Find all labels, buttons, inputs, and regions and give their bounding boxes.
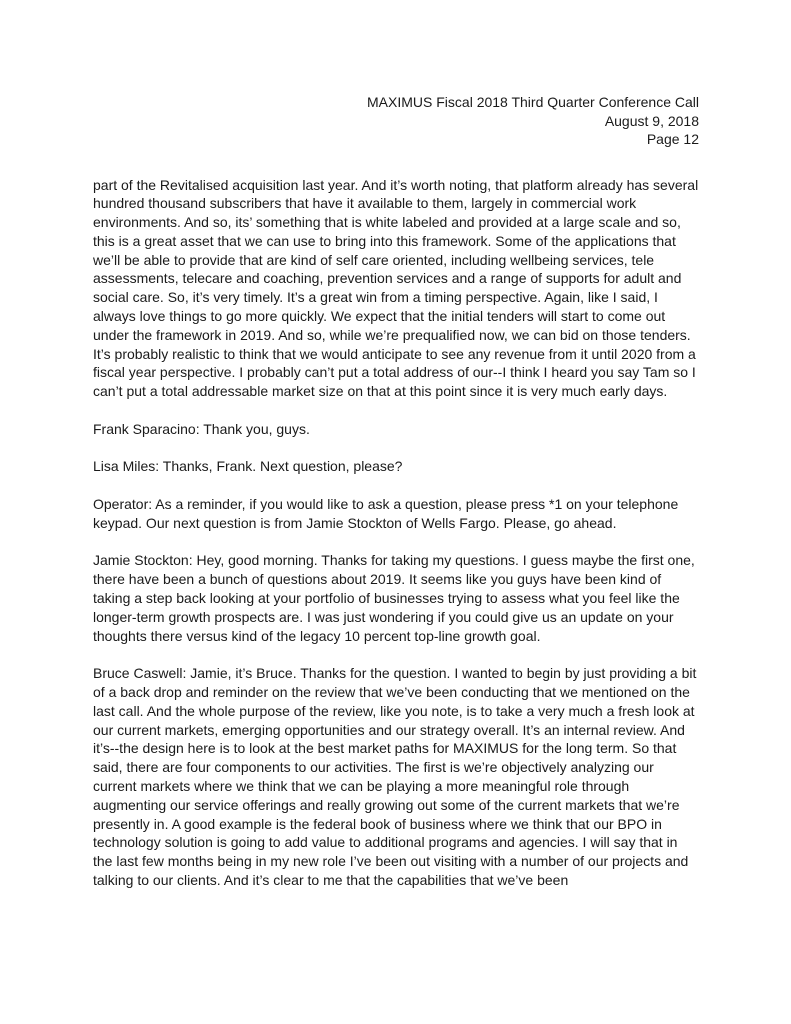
paragraph-continued-answer: part of the Revitalised acquisition last year. And it’s worth noting, that platform already has several hundred thousand subscribers that have it available to them, largely in commercial work environments. And so, its’ something that is white labeled and provided at a large scale and so, this is a great asset that we can use to bring into this framework. Some of the applications that we’ll be able to provide that are kind of self care oriented, including wellbeing services, tele assessments, telecare and coaching, prevention services and a range of supports for adult and social care. So, it’s very timely. It’s a great win from a timing perspective. Again, like I said, I always love things to go more quickly. We expect that the initial tenders will start to come out under the framework in 2019. And so, while we’re prequalified now, we can bid on those tenders. It’s probably realistic to think that we would anticipate to see any revenue from it until 2020 from a fiscal year perspective. I probably can’t put a total address of our--I think I heard you say Tam so I can’t put a total addressable market size on that at this point since it is very much early days. — [93, 176, 699, 400]
paragraph-jamie-stockton: Jamie Stockton: Hey, good morning. Thanks for taking my questions. I guess maybe the first one, there have been a bunch of questions about 2019. It seems like you guys have been kind of taking a step back looking at your portfolio of businesses trying to assess what you feel like the longer-term growth prospects are. I was just wondering if you could give us an update on your thoughts there versus kind of the legacy 10 percent top-line growth goal. — [93, 552, 695, 644]
header-date: August 9, 2018 — [604, 112, 699, 129]
document-body — [93, 176, 699, 890]
paragraph-operator: Operator: As a reminder, if you would like to ask a question, please press *1 on your telephone keypad. Our next question is from Jamie Stockton of Wells Fargo. Please, go ahead. — [93, 496, 679, 531]
paragraph-frank-sparacino: Frank Sparacino: Thank you, guys. — [93, 420, 310, 437]
header-title: MAXIMUS Fiscal 2018 Third Quarter Conference Call — [367, 94, 699, 110]
paragraph-bruce-caswell: Bruce Caswell: Jamie, it’s Bruce. Thanks for the question. I wanted to begin by just providing a bit of a back drop and reminder on the review that we’ve been conducting that we mentioned on the last call. And the whole purpose of the review, like you note, is to take a very much a fresh look at our current markets, emerging opportunities and our strategy overall. It’s an internal review. And it’s--the design here is to look at the best market paths for MAXIMUS for the long term. So that said, there are four components to our activities. The first is we’re objectively analyzing our current markets where we think that we can be playing a more meaningful role through augmenting our service offerings and really growing out some of the current markets that we’re presently in. A good example is the federal book of business where we think that our BPO in technology solution is going to add value to additional programs and agencies. I will say that in the last few months being in my new role I’ve been out visiting with a number of our projects and talking to our clients. And it’s clear to me that the capabilities that we’ve been — [93, 665, 697, 888]
header-page-number: Page 12 — [646, 131, 699, 147]
paragraph-lisa-miles: Lisa Miles: Thanks, Frank. Next question, please? — [93, 458, 403, 475]
document-header — [93, 93, 699, 149]
